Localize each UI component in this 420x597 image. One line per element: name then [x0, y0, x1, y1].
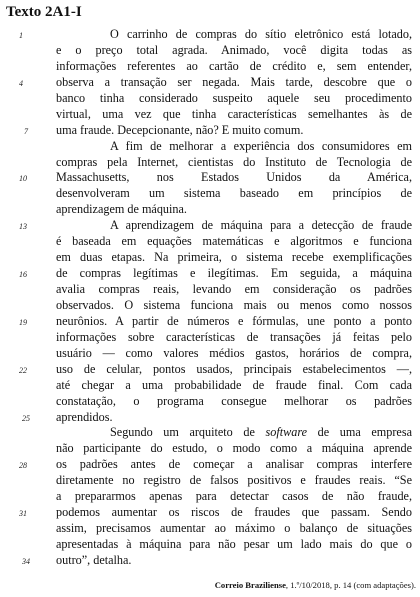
text-line: [56, 298, 412, 314]
text-line: [19, 170, 412, 186]
text-line: [56, 394, 412, 410]
text-line: [56, 282, 412, 298]
line-text: e o preço total agrada. Animado, você digita todas as: [56, 42, 412, 57]
line-text: é baseada em equações matemáticas e algoritmos e funciona: [56, 234, 412, 249]
text-line: [19, 313, 412, 330]
line-number: 16: [19, 270, 27, 280]
text-line: [56, 537, 412, 553]
line-text: informações sobre características de transações já feitas pelo: [56, 329, 412, 344]
line-text: uso de celular, pontos usados, principais estabelecimentos —,: [56, 361, 412, 376]
line-text: constatação, o programa consegue melhorar os padrões: [56, 393, 412, 408]
line-text: diretamente no registro de falsos positivos e fraudes reais. “Se: [56, 473, 412, 488]
line-number: 28: [19, 461, 27, 471]
line-text: A fim de melhorar a experiência dos consumidores em: [110, 138, 412, 153]
line-text: aprendizagem de máquina.: [56, 202, 187, 217]
text-line: [56, 59, 412, 75]
text-line: [56, 107, 412, 123]
source-details: , 1.º/10/2018, p. 14 (com adaptações).: [285, 580, 416, 590]
line-text: não participante do estudo, o modo como a máquina aprende: [56, 441, 412, 456]
line-text: A aprendizagem de máquina para a detecção de fraude: [110, 218, 412, 233]
line-number: 31: [19, 509, 27, 519]
text-line: [56, 202, 412, 218]
text-line: [19, 74, 412, 91]
text-title: Texto 2A1-I: [6, 4, 82, 20]
line-number: 10: [19, 174, 27, 184]
line-text: outro”, detalha.: [56, 552, 132, 567]
text-line: [56, 489, 412, 505]
line-text: assim, precisamos aumentar ao máximo o balanço de situações: [56, 521, 412, 536]
line-text: Massachusetts, nos Estados Unidos da América,: [56, 170, 412, 185]
line-text: até chegar a uma probabilidade de fraude final. Com cada: [56, 377, 412, 392]
line-text: observa a transação ser negada. Mais tarde, descobre que o: [56, 74, 412, 89]
line-text: podemos aumentar os riscos de fraudes que passam. Sendo: [56, 505, 412, 520]
line-number: 4: [19, 78, 23, 88]
source-publication: Correio Braziliense: [214, 580, 286, 590]
text-line: [19, 457, 412, 473]
text-line: [19, 27, 412, 43]
text-line: [56, 250, 412, 266]
line-text: os padrões antes de começar a analisar compras interfere: [56, 457, 412, 472]
line-text: de compras legítimas e ilegítimas. Em seguida, a máquina: [56, 266, 412, 281]
text-body: [19, 27, 412, 569]
line-number: 34: [22, 556, 30, 566]
line-text: uma fraude. Decepcionante, não? E muito comum.: [56, 122, 304, 137]
line-text: usuário — como valores médios gastos, horários de compra,: [56, 345, 412, 360]
source-citation: [215, 580, 416, 591]
line-number: 7: [24, 126, 28, 136]
line-text: banco tinha considerado suspeito aquele seu procedimento: [56, 90, 412, 105]
text-line: [56, 378, 412, 394]
line-number: 22: [19, 365, 27, 375]
line-text: apresentadas à máquina para não pesar um lado mais do que o: [56, 537, 412, 551]
line-text: neurônios. A partir de números e fórmulas, une ponto a ponto: [56, 313, 412, 328]
line-text: desenvolveram um sistema baseado em princípios de: [56, 186, 412, 201]
text-line: [56, 346, 412, 362]
line-text: a prepararmos apenas para detectar casos de não fraude,: [56, 489, 412, 504]
text-line: [56, 473, 412, 489]
text-line: [22, 552, 412, 569]
text-line: [56, 91, 412, 107]
line-text: O carrinho de compras do sítio eletrônico está lotado,: [110, 27, 412, 41]
text-line: [56, 155, 412, 171]
line-number: 19: [19, 317, 27, 327]
line-number: 25: [22, 413, 30, 423]
line-number: 1: [19, 31, 23, 40]
text-line: [24, 122, 412, 139]
line-text: observados. O sistema funciona mais ou menos como nossos: [56, 297, 412, 312]
text-line: [19, 218, 412, 234]
line-text: em duas etapas. Na primeira, o sistema recebe exemplificações: [56, 250, 412, 265]
text-line: [56, 425, 412, 441]
text-line: [22, 409, 412, 426]
line-text: compras pela Internet, cientistas do Instituto de Tecnologia de: [56, 154, 412, 169]
line-text: aprendidos.: [56, 409, 113, 424]
text-line: [19, 266, 412, 282]
line-text: informações referentes ao cartão de crédito e, sem entender,: [56, 58, 412, 73]
text-line: [56, 234, 412, 250]
text-line: [56, 521, 412, 537]
line-text: virtual, uma vez que tinha características semelhantes às de: [56, 106, 412, 121]
line-number: 13: [19, 222, 27, 232]
line-text: Segundo um arquiteto de software de uma empresa: [110, 425, 412, 440]
text-line: [56, 139, 412, 155]
text-line: [19, 505, 412, 521]
text-line: [56, 441, 412, 457]
text-line: [19, 361, 412, 378]
text-line: [56, 186, 412, 202]
text-line: [56, 43, 412, 59]
line-text: avalia compras reais, levando em consideração os padrões: [56, 282, 412, 296]
text-line: [56, 330, 412, 346]
